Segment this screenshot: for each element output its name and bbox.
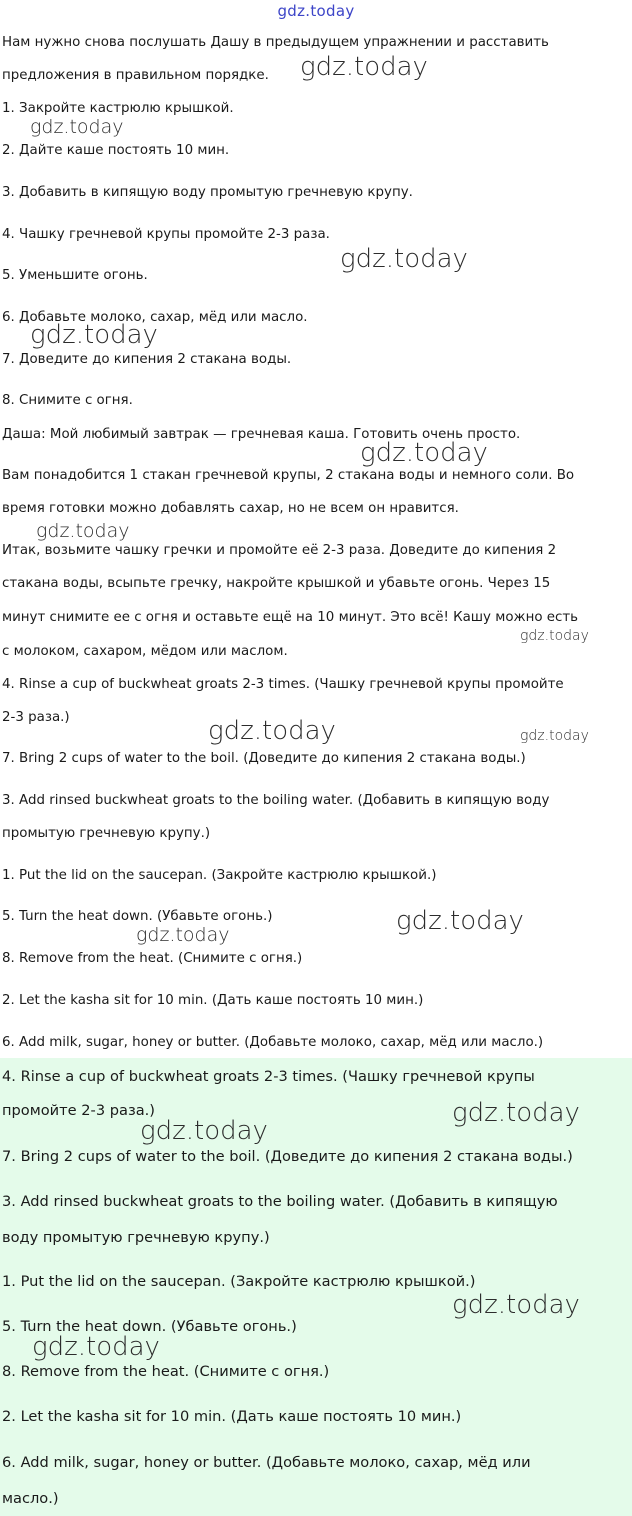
step-item: 6. Добавьте молоко, сахар, мёд или масло.: [2, 310, 308, 325]
watermark-text: gdz.today: [520, 628, 589, 644]
watermark-text: gdz.today: [136, 924, 230, 946]
watermark-text: gdz.today: [360, 438, 488, 468]
answer-line: промытую гречневую крупу.): [2, 826, 211, 841]
answer-line: 7. Bring 2 cups of water to the boil. (Доведите до кипения 2 стакана воды.): [2, 1148, 573, 1165]
step-item: 8. Снимите с огня.: [2, 393, 133, 408]
answer-line: 5. Turn the heat down. (Убавьте огонь.): [2, 1318, 297, 1335]
answer-line: 1. Put the lid on the saucepan. (Закройте кастрюлю крышкой.): [2, 1273, 476, 1290]
answer-line: 6. Add milk, sugar, honey or butter. (Добавьте молоко, сахар, мёд или: [2, 1454, 531, 1471]
watermark-text: gdz.today: [30, 320, 158, 350]
instruction-line: Нам нужно снова послушать Дашу в предыдущем упражнении и расставить: [2, 35, 549, 50]
dasha-text-line: Итак, возьмите чашку гречки и промойте её 2-3 раза. Доведите до кипения 2: [2, 543, 557, 558]
dasha-text-line: Вам понадобится 1 стакан гречневой крупы, 2 стакана воды и немного соли. Во: [2, 468, 575, 483]
answer-line: 8. Remove from the heat. (Снимите с огня.): [2, 1363, 330, 1380]
dasha-text-line: с молоком, сахаром, мёдом или маслом.: [2, 644, 288, 659]
answer-line: 4. Rinse a cup of buckwheat groats 2-3 times. (Чашку гречневой крупы промойте: [2, 677, 564, 692]
watermark-text: gdz.today: [452, 1098, 580, 1128]
watermark-text: gdz.today: [208, 716, 336, 746]
answer-line: 3. Add rinsed buckwheat groats to the boiling water. (Добавить в кипящую воду: [2, 793, 550, 808]
watermark-text: gdz.today: [300, 52, 428, 82]
watermark-text: gdz.today: [396, 906, 524, 936]
dasha-text-line: Даша: Мой любимый завтрак — гречневая каша. Готовить очень просто.: [2, 427, 521, 442]
answer-line: 2. Let the kasha sit for 10 min. (Дать каше постоять 10 мин.): [2, 993, 424, 1008]
answer-line: 8. Remove from the heat. (Снимите с огня.): [2, 951, 303, 966]
answer-line: масло.): [2, 1490, 59, 1507]
answer-line: 5. Turn the heat down. (Убавьте огонь.): [2, 909, 273, 924]
dasha-text-line: время готовки можно добавлять сахар, но не всем он нравится.: [2, 501, 459, 516]
answer-line: 6. Add milk, sugar, honey or butter. (Добавьте молоко, сахар, мёд или масло.): [2, 1035, 544, 1050]
step-item: 4. Чашку гречневой крупы промойте 2-3 раза.: [2, 227, 330, 242]
step-item: 7. Доведите до кипения 2 стакана воды.: [2, 352, 292, 367]
watermark-text: gdz.today: [30, 116, 124, 138]
answer-line: 7. Bring 2 cups of water to the boil. (Доведите до кипения 2 стакана воды.): [2, 751, 526, 766]
step-item: 5. Уменьшите огонь.: [2, 268, 148, 283]
watermark-text: gdz.today: [32, 1332, 160, 1362]
instruction-line: предложения в правильном порядке.: [2, 68, 269, 83]
watermark-text: gdz.today: [140, 1116, 268, 1146]
step-item: 2. Дайте каше постоять 10 мин.: [2, 143, 230, 158]
answer-line: 4. Rinse a cup of buckwheat groats 2-3 times. (Чашку гречневой крупы: [2, 1068, 535, 1085]
answer-line: 2-3 раза.): [2, 710, 70, 725]
dasha-text-line: минут снимите ее с огня и оставьте ещё на 10 минут. Это всё! Кашу можно есть: [2, 610, 579, 625]
site-watermark-header: gdz.today: [277, 2, 355, 20]
step-item: 1. Закройте кастрюлю крышкой.: [2, 101, 234, 116]
watermark-text: gdz.today: [452, 1290, 580, 1320]
answer-line: промойте 2-3 раза.): [2, 1102, 155, 1119]
watermark-text: gdz.today: [520, 728, 589, 744]
answer-line: 1. Put the lid on the saucepan. (Закройте кастрюлю крышкой.): [2, 868, 437, 883]
answer-line: 3. Add rinsed buckwheat groats to the boiling water. (Добавить в кипящую: [2, 1193, 558, 1210]
step-item: 3. Добавить в кипящую воду промытую гречневую крупу.: [2, 185, 413, 200]
answer-line: 2. Let the kasha sit for 10 min. (Дать каше постоять 10 мин.): [2, 1408, 462, 1425]
watermark-text: gdz.today: [36, 520, 130, 542]
dasha-text-line: стакана воды, всыпьте гречку, накройте крышкой и убавьте огонь. Через 15: [2, 576, 551, 591]
answer-line: воду промытую гречневую крупу.): [2, 1229, 270, 1246]
watermark-text: gdz.today: [340, 244, 468, 274]
